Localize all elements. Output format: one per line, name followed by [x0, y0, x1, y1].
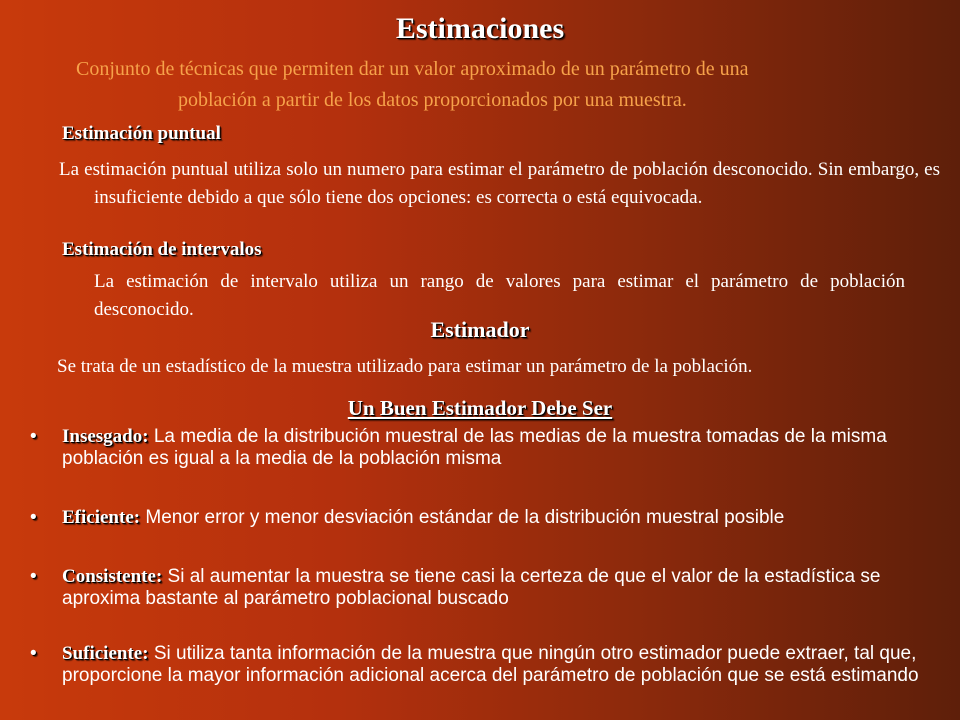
estimacion-intervalos-text: La estimación de intervalo utiliza un rango de valores para estimar el parámetro de población desconocido. [94, 271, 905, 320]
bullet-icon: • [30, 566, 37, 587]
term-eficiente: Eficiente [62, 507, 134, 528]
estimacion-puntual-text: La estimación puntual utiliza solo un numero para estimar el parámetro de población desconocido. Sin embargo, es insuficiente debido a que sólo tiene dos opciones: es correcta o está equivocada. [59, 159, 940, 208]
bullet-icon: • [30, 643, 37, 664]
list-item-suficiente [30, 643, 920, 687]
term-insesgado: Insesgado [62, 426, 143, 447]
definition-insesgado: La media de la distribución muestral de las medias de la muestra tomadas de la misma población es igual a la media de la población misma [62, 426, 887, 469]
list-item-eficiente [30, 507, 920, 529]
buen-estimador-heading: Un Buen Estimador Debe Ser [347, 396, 613, 420]
definition-suficiente: Si utiliza tanta información de la muestra que ningún otro estimador puede extraer, tal que, proporcione la mayor información adicional acerca del parámetro de población que se está estimando [62, 643, 919, 686]
subtitle [60, 54, 900, 116]
definition-eficiente: Menor error y menor desviación estándar de la distribución muestral posible [140, 507, 785, 528]
slide-title: Estimaciones [395, 12, 565, 45]
bullet-icon: • [30, 426, 37, 447]
estimacion-intervalos-heading: Estimación de intervalos [62, 239, 262, 260]
estimacion-puntual-heading: Estimación puntual [62, 123, 221, 144]
list-item-consistente [30, 566, 920, 610]
term-separator: : [142, 426, 149, 447]
subtitle-line-2: población a partir de los datos proporcionados por una muestra. [178, 89, 687, 111]
definition-consistente: Si al aumentar la muestra se tiene casi la certeza de que el valor de la estadística se aproxima bastante al parámetro poblacional buscado [62, 566, 881, 609]
term-consistente: Consistente [62, 566, 156, 587]
subtitle-line-1: Conjunto de técnicas que permiten dar un valor aproximado de un parámetro de una [76, 58, 749, 80]
term-separator: : [155, 566, 163, 587]
estimador-text: Se trata de un estadístico de la muestra utilizado para estimar un parámetro de la población. [57, 356, 753, 377]
estimador-heading: Estimador [430, 317, 530, 342]
bullet-icon: • [30, 507, 37, 528]
term-separator: : [142, 643, 149, 664]
term-separator: : [133, 507, 141, 528]
term-suficiente: Suficiente [62, 643, 143, 664]
list-item-insesgado [30, 426, 920, 470]
